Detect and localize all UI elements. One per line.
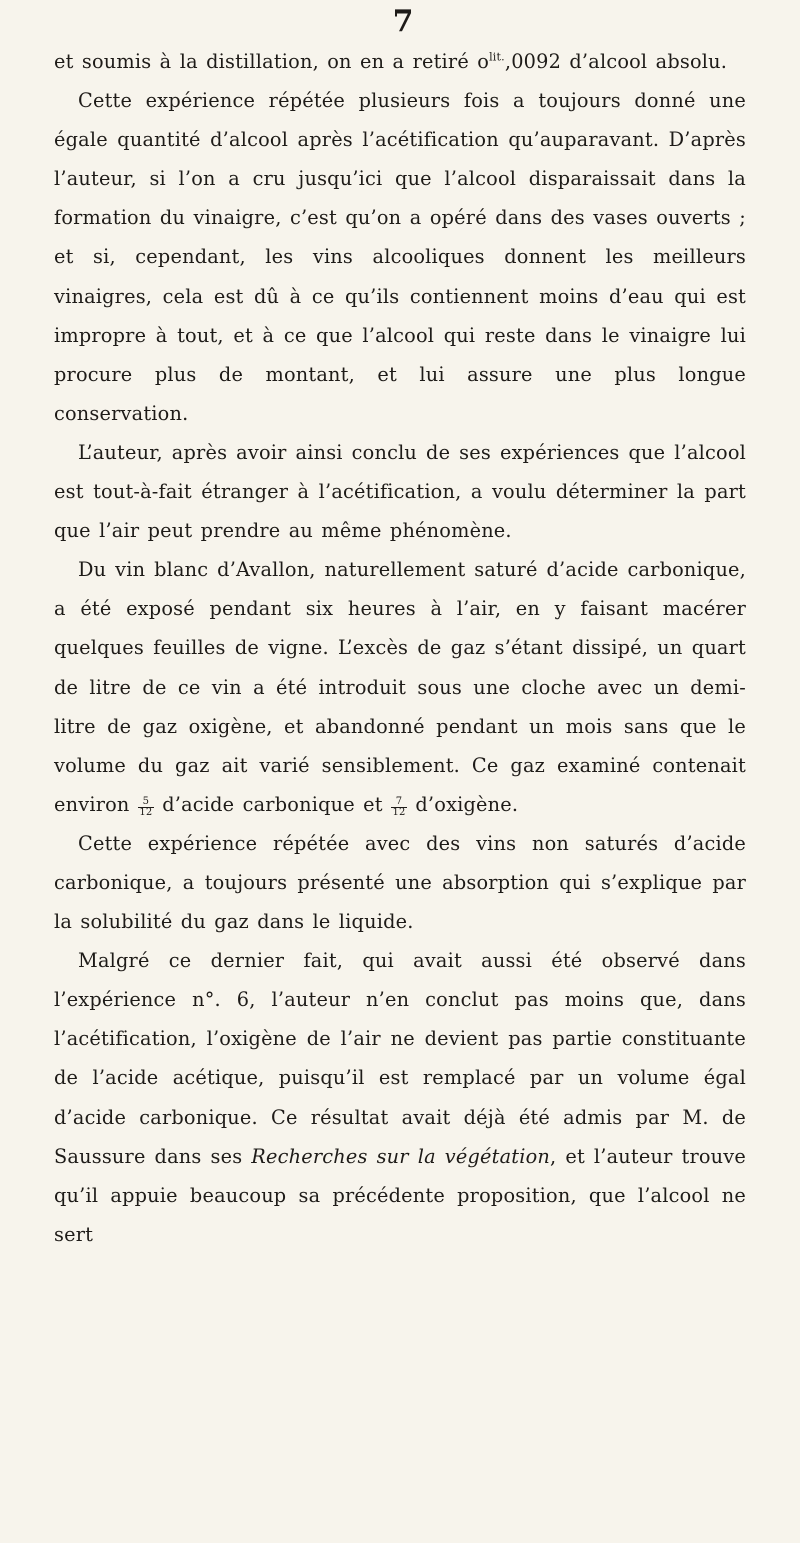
paragraph [54,941,746,1254]
paragraph-text: Cette expérience répétée plusieurs fois a toujours donné une égale quantité d’alcool après l’acétification qu’auparavant. D’après l’auteur, si l’on a cru jusqu’ici que l’alcool disparaissait dans la formation du vinaigre, c’est qu’on a opéré dans des vases ouverts ; et si, cependant, les vins alcooliques donnent les meilleurs vinaigres, cela est dû à ce qu’ils contiennent moins d’eau qui est impropre à tout, et à ce que l’alcool qui reste dans le vinaigre lui procure plus de montant, et lui assure une plus longue conservation. [54,89,746,425]
fraction-numerator: 7 [391,797,407,808]
fraction-denominator: 12 [392,806,406,818]
paragraph [54,42,746,81]
fraction [138,797,154,817]
paragraph-text: Malgré ce dernier fait, qui avait aussi été observé dans l’expérience n°. 6, l’auteur n’en conclut pas moins que, dans l’acétification, l’oxigène de l’air ne devient pas partie constituante de l’acide acétique, puisqu’il est remplacé par un volume égal d’acide carbonique. Ce résultat avait déjà été admis par M. de Saussure dans ses [54,949,746,1168]
fraction-denominator: 12 [139,806,153,818]
paragraph-text: d’acide carbonique et [153,792,392,816]
body-text [54,42,746,1254]
paragraph [54,81,746,433]
superscript-unit: lit. [489,50,505,64]
paragraph-text: d’oxigène. [407,792,519,816]
page-number: 7 [392,4,414,39]
paragraph-text: Cette expérience répétée avec des vins non saturés d’acide carbonique, a toujours présenté une absorption qui s’explique par la solubilité du gaz dans le liquide. [54,831,746,934]
paragraph-text: ,0092 d’alcool absolu. [504,50,728,73]
book-title: Recherches sur la végétation [251,1144,551,1168]
paragraph [54,433,746,550]
paragraph-text: Du vin blanc d’Avallon, naturellement saturé d’acide carbonique, a été exposé pendant six heures à l’air, en y faisant macérer quelques feuilles de vigne. L’excès de gaz s’étant dissipé, un quart de litre de ce vin a été introduit sous une cloche avec un demi-litre de gaz oxigène, et abandonné pendant un mois sans que le volume du gaz ait varié sensiblement. Ce gaz examiné contenait environ [54,558,746,816]
fraction [391,797,407,817]
paragraph [54,550,746,824]
paragraph-text: et soumis à la distillation, on en a retiré o [54,50,490,73]
paragraph-text: L’auteur, après avoir ainsi conclu de ses expériences que l’alcool est tout-à-fait étranger à l’acétification, a voulu déterminer la part que l’air peut prendre au même phénomène. [54,440,746,543]
paragraph-text: , et l’auteur trouve qu’il appuie beaucoup sa précédente proposition, que l’alcool ne sert [54,1144,746,1246]
fraction-numerator: 5 [138,797,154,808]
paragraph [54,824,746,941]
